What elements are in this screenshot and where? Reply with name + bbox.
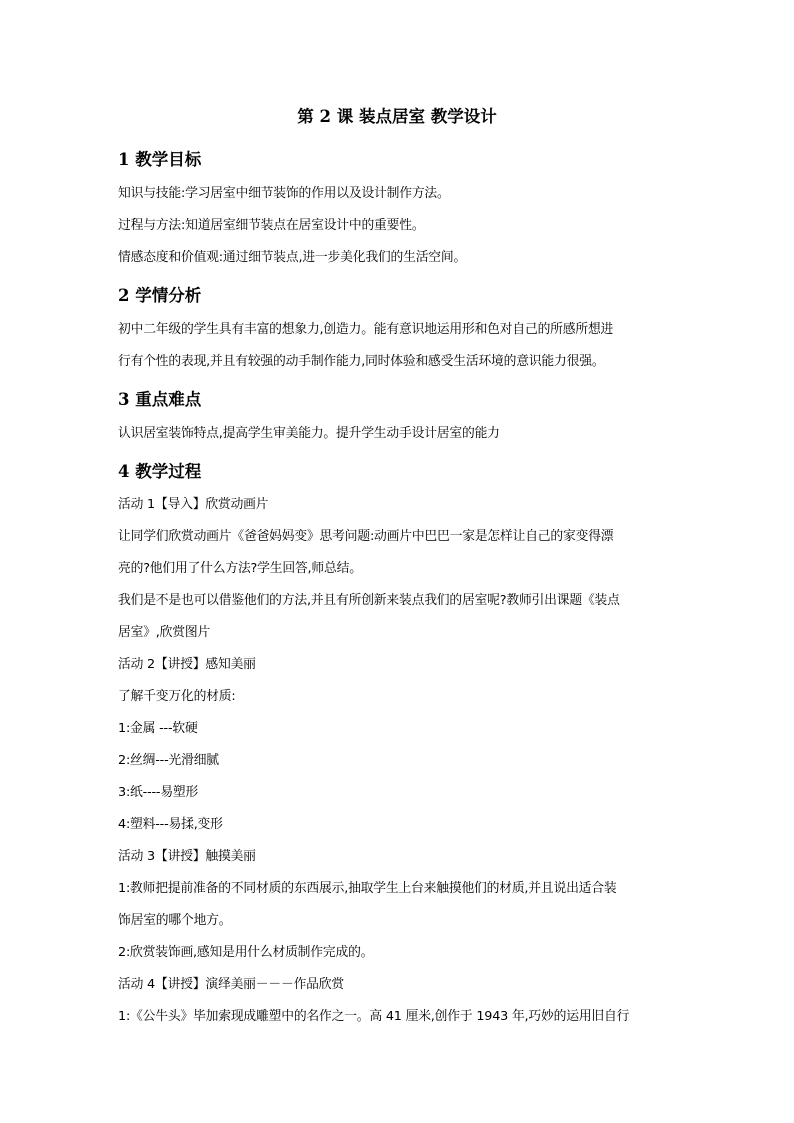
process-line: 1:教师把提前准备的不同材质的东西展示,抽取学生上台来触摸他们的材质,并且说出适合装 — [118, 881, 617, 896]
analysis-line: 初中二年级的学生具有丰富的想象力,创造力。能有意识地运用形和色对自己的所感所想进 — [118, 322, 614, 337]
goal-line: 知识与技能:学习居室中细节装饰的作用以及设计制作方法。 — [118, 186, 450, 201]
process-line: 亮的?他们用了什么方法?学生回答,师总结。 — [118, 561, 362, 576]
list-item: 2:丝绸---光滑细腻 — [118, 753, 219, 768]
process-line: 让同学们欣赏动画片《爸爸妈妈变》思考问题:动画片中巴巴一家是怎样让自己的家变得漂 — [118, 529, 614, 544]
process-line: 1:《公牛头》毕加索现成雕塑中的名作之一。高 41 厘米,创作于 1943 年,巧妙的运用旧自行 — [118, 1009, 630, 1024]
list-item: 4:塑料---易揉,变形 — [118, 817, 223, 832]
keypoints-line: 认识居室装饰特点,提高学生审美能力。提升学生动手设计居室的能力 — [118, 426, 500, 441]
process-line: 居室》,欣赏图片 — [118, 625, 211, 640]
section-heading-analysis: 2 学情分析 — [118, 286, 202, 305]
activity-heading: 活动 3【讲授】触摸美丽 — [118, 849, 256, 864]
process-line: 饰居室的哪个地方。 — [118, 913, 232, 928]
section-heading-goals: 1 教学目标 — [118, 150, 202, 169]
process-line: 了解千变万化的材质: — [118, 689, 236, 704]
section-heading-process: 4 教学过程 — [118, 462, 202, 481]
goal-line: 过程与方法:知道居室细节装点在居室设计中的重要性。 — [118, 218, 425, 233]
list-item: 3:纸----易塑形 — [118, 785, 199, 800]
document-title: 第 2 课 装点居室 教学设计 — [297, 107, 497, 126]
list-item: 1:金属 ---软硬 — [118, 721, 198, 736]
process-line: 我们是不是也可以借鉴他们的方法,并且有所创新来装点我们的居室呢?教师引出课题《装点 — [118, 593, 620, 608]
analysis-line: 行有个性的表现,并且有较强的动手制作能力,同时体验和感受生活环境的意识能力很强。 — [118, 354, 605, 369]
activity-heading: 活动 4【讲授】演绎美丽－－－作品欣赏 — [118, 977, 344, 992]
activity-heading: 活动 2【讲授】感知美丽 — [118, 657, 256, 672]
goal-line: 情感态度和价值观:通过细节装点,进一步美化我们的生活空间。 — [118, 250, 467, 265]
process-line: 2:欣赏装饰画,感知是用什么材质制作完成的。 — [118, 945, 374, 960]
activity-heading: 活动 1【导入】欣赏动画片 — [118, 497, 269, 512]
section-heading-keypoints: 3 重点难点 — [118, 390, 202, 409]
